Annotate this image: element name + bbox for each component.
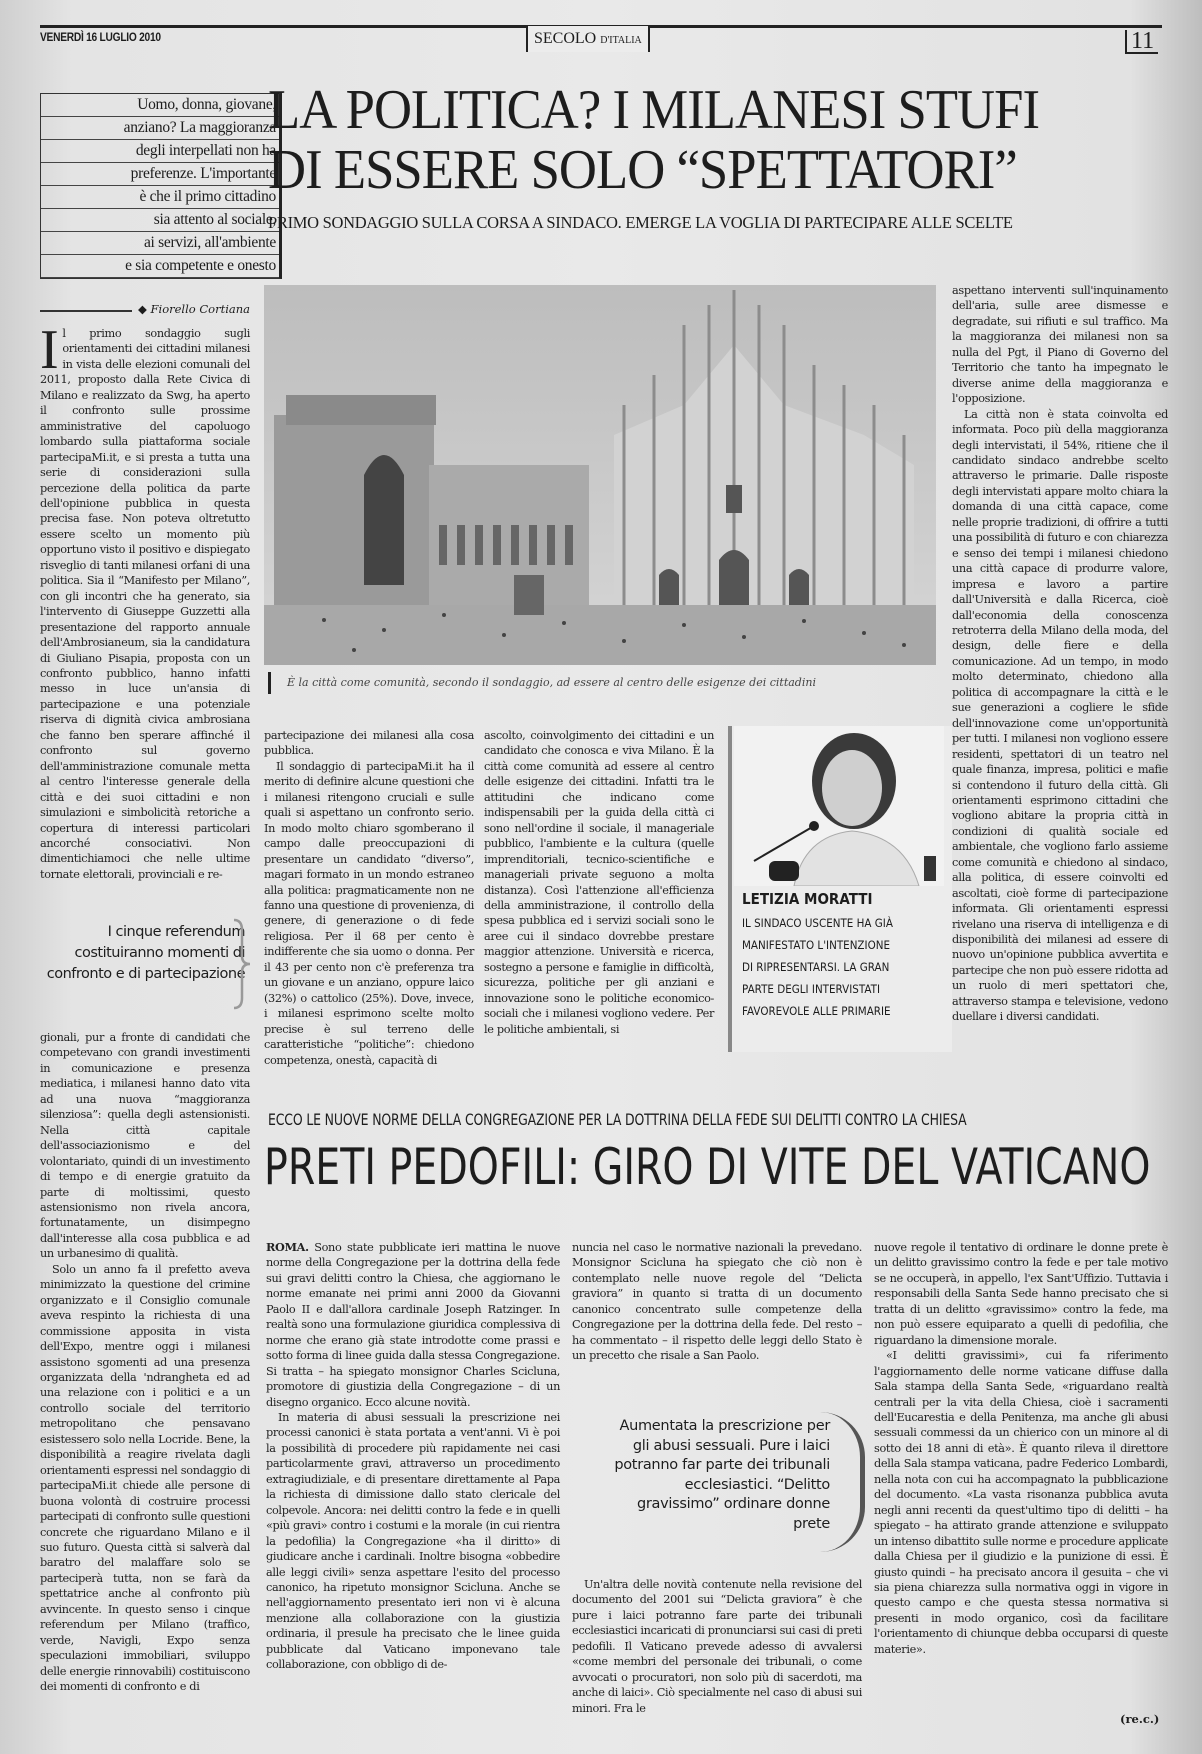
byline: ◆ Fiorello Cortiana [138, 302, 250, 316]
body-paragraph: partecipazione dei milanesi alla cosa pubblica. [264, 729, 474, 758]
body-paragraph: «I delitti gravissimi», cui fa riferimento l'aggiornamento delle norme vaticane diffuse dalla Sala stampa della Santa Sede, «riguardano realtà centrali per la vita della Chiesa, cioè i sacramenti dell'Eucarestia e della Penitenza, ma anche gli abusi sessuali commessi da un chierico con un minore al di sotto dei 18 anni di età». È quanto rileva il direttore della Sala stampa vaticana, padre Federico Lombardi, nella nota con cui ha accompagnato la pubblicazione del documento. «La vasta risonanza pubblica avuta negli anni recenti da quest'ultimo tipo di delitti – ha spiegato – ha attirato grande attenzione e sviluppato un intenso dibattito sulle norme e procedure applicate dalla Chiesa per il giudizio e la punizione di essi. È giusto quindi – ha precisato ancora il gesuita – che vi sia piena chiarezza sulla normativa oggi in vigore in questo campo e che questa stessa normativa si presenti in modo organico, così da facilitare l'orientamento di chiunque debba occuparsi di queste materie». [874, 1349, 1168, 1656]
body-text: Sono state pubblicate ieri mattina le nuove norme della Congregazione per la dottrina della fede sui gravi delitti contro la Chiesa, che aggiornano le norme emanate nei primi anni 2000 da Giovanni Paolo II e dall'allora cardinale Joseph Ratzinger. In realtà sono una formulazione giuridica complessiva di norme che erano già state introdotte come prassi e sotto forma di linee guida dalla stessa Congregazione. Si tratta – ha spiegato monsignor Charles Scicluna, promotore di giustizia della Congregazione – di un disegno organico. Ecco alcune novità. [266, 1241, 560, 1409]
quote-line: Uomo, donna, giovane, [41, 94, 279, 117]
body-paragraph: La città non è stata coinvolta ed informata. Poco più della maggioranza degli intervistati, il 54%, ritiene che il candidato sindaco andrebbe scelto attraverso le primarie. Dalle risposte degli intervistati appare molto chiara la domanda di una città capace, come nelle proprie tradizioni, di offrire a tutti una possibilità di futuro e con chiarezza e senso dei tempi i milanesi chiedono una città capace di produrre valore, impresa e lavoro a partire dall'Università e dalla Ricerca, cioè dall'economia della conoscenza retroterra della Milano della moda, del design, delle fiere e della comunicazione. Ad un tempo, in modo molto determinato, chiedono alla politica di accompagnare la città e le sue generazioni a cogliere le sfide dell'innovazione come un'opportunità per tutti. I milanesi non vogliono essere residenti, spettatori di un teatro nel quale finanza, impresa, politici e mafie si contendono il futuro della città. Gli orientamenti esprimono cittadini che vogliono abitare la propria città in condizioni di qualità sociale ed ambientale, che vogliono farlo assieme come comunità e chiedono al sindaco, alla politica, di essere coinvolti ed ascoltati, cioè forme di partecipazione informata. Gli orientamenti espressi rivelano una riserva di intelligenza e di disponibilità dei milanesi ad essere di nuovo un'opinione pubblica avvertita e partecipe che non può essere ridotta ad un ruolo di meri spettatori che, attraverso stampa e televisione, vedono duellare i diversi candidati. [952, 407, 1168, 1024]
article2-kicker: ECCO LE NUOVE NORME DELLA CONGREGAZIONE PER LA DOTTRINA DELLA FEDE SUI DELITTI CONTRO LA CHIESA [268, 1110, 967, 1129]
quote-line: e sia competente e onesto [41, 255, 279, 278]
body-paragraph: Un'altra delle novità contenute nella revisione del documento del 2001 sui “Delicta graviora” è che pure i laici potranno fare parte dei tribunali ecclesiastici incaricati di pronunciarsi sui casi di preti pedofili. Il Vaticano prevede adesso di avvalersi «come membri del personale dei tribunali, o come avvocati o procuratori, non solo più di sacerdoti, ma anche di laici». Ciò specialmente nel caso di abusi sui minori. Fra le [572, 1578, 862, 1715]
body-paragraph: ascolto, coinvolgimento dei cittadini e un candidato che conosca e viva Milano. È la città come comunità ad essere al centro delle esigenze dei cittadini. Infatti tra le attitudini che indicano come indispensabili per la guida della città ci sono nell'ordine il sociale, il manageriale pubblico, l'ambiente e la cultura (quelle imprenditoriali, tecnico-scientifiche e manageriali private seguono a molta distanza). Così l'attenzione all'efficienza della amministrazione, il controllo della spesa pubblica ed i servizi sociali sono le aree cui il sindaco dovrebbe prestare maggior attenzione. Università e ricerca, sostegno a persone e famiglie in difficoltà, sicurezza, politiche per gli anziani e innovazione sono le politiche economico-sociali che i milanesi vogliono vedere. Per le politiche ambientali, si [484, 729, 714, 1036]
brace-icon [230, 918, 252, 1010]
sidebar-line: IL SINDACO USCENTE HA GIÀ [742, 916, 893, 930]
article1-column-1 [40, 319, 250, 882]
pull-quote-box [40, 93, 282, 279]
article2-column-3 [874, 1240, 1168, 1657]
article1-column-4 [952, 283, 1168, 1025]
headline-line: DI ESSERE SOLO “SPETTATORI” [268, 139, 1017, 201]
article1-column-2 [264, 728, 474, 1068]
body-paragraph: nuncia nel caso le normative nazionali la prevedano. Monsignor Scicluna ha spiegato che ciò non è contemplato nelle nuove regole del “Delicta graviora” in quanto si tratta di un documento canonico concentrato sulle competenze della Congregazione per la dottrina della fede. Del resto – ha commentato – il rispetto delle leggi dello Stato è un precetto che risale a San Paolo. [572, 1241, 862, 1363]
quote-line: è che il primo cittadino [41, 186, 279, 209]
sidebar-name: LETIZIA MORATTI [742, 890, 873, 908]
article2-column-1 [266, 1240, 560, 1673]
photo-illustration [264, 285, 936, 665]
article2-headline: PRETI PEDOFILI: GIRO DI VITE DEL VATICANO [264, 1138, 1151, 1196]
quote-line: preferenze. L'importante [41, 163, 279, 186]
article1-headline [268, 80, 1114, 200]
body-text: l primo sondaggio sugli orientamenti dei cittadini milanesi in vista delle elezioni comunali del 2011, proposto dalla Rete Civica di Milano e realizzato da Swg, ha aperto il confronto sulle prossime amministrative del capoluogo lombardo sulla piattaforma sociale partecipaMi.it, e si presta a tutta una serie di considerazioni sulla percezione della politica da parte dell'opinione pubblica in questa precisa fase. Non poteva oltretutto essere scelto un momento più opportuno visto il positivo e dispiegato risveglio di tanti milanesi orfani di una politica. Sia il “Manifesto per Milano”, con gli incontri che ha generato, sia l'intervento di Giuseppe Guzzetti alla presentazione del rapporto annuale dell'Ambrosianeum, sia la candidatura di Giuliano Pisapia, proposta con un confronto pubblico, hanno infatti messo in luce un'ansia di partecipazione e una potenziale riserva di dignità civica ambrosiana che fanno ben sperare affinché il confronto sul governo dell'amministrazione comunale metta al centro l'interesse generale della città e dei suoi cittadini e non simulazioni e simbolicità retoriche a copertura di interessi particolari ancorché consociativi. Non dimentichiamoci che nelle ultime tornate elettorali, provinciali e re- [40, 327, 250, 881]
dropcap: I [40, 319, 59, 381]
body-paragraph: Il sondaggio di partecipaMi.it ha il merito di definire alcune questioni che i milanesi ritengono cruciali e sulle quali si aspettano un confronto serio. In modo molto chiaro sgomberano il campo dalle preoccupazioni di presentare un candidato “diverso”, magari formato in un mondo estraneo alla politica: pragmaticamente non ne fanno una questione di provenienza, di genere, di generazione o di fede religiosa. Per il 68 per cento è indifferente che sia uomo o donna. Per il 43 per cento non c'è preferenza tra un giovane e un anziano, oppure laico (32%) o cattolico (25%). Dove, invece, i milanesi esprimono scelte molto precise è sul terreno delle caratteristiche “politiche”: chiedono competenza, onestà, capacità di [264, 759, 474, 1067]
article2-column-2 [572, 1240, 862, 1364]
issue-date: VENERDÌ 16 LUGLIO 2010 [40, 30, 161, 44]
body-paragraph [40, 319, 250, 882]
newspaper-name-main: SECOLO [534, 30, 597, 47]
quote-line: ai servizi, all'ambiente [41, 232, 279, 255]
moratti-photo [734, 726, 944, 886]
body-paragraph: nuove regole il tentativo di ordinare le donne prete è un delitto gravissimo contro la fede e per tale motivo se ne occuperà, in appello, l'ex Sant'Uffizio. Tuttavia i responsabili della Santa Sede hanno precisato che si tratta di un delitto «gravissimo» contro la fede, ma non può essere equiparato a quelli di pedofilia, che riguardano la dimensione morale. [874, 1241, 1168, 1347]
quote-line: sia attento al sociale, [41, 209, 279, 232]
body-paragraph: gionali, pur a fronte di candidati che competevano con grandi investimenti in comunicazione e presenza mediatica, i milanesi hanno dato vita ad una nuova “maggioranza silenziosa”: quella degli astensionisti. Nella città capitale dell'associazionismo e del volontariato, quindi di un investimento di tempo e di energie gratuito da parte di moltissimi, questo astensionismo non rivela ancora, fortunatamente, un disimpegno dall'interesse alla cosa pubblica e ad un urbanesimo di qualità. [40, 1031, 250, 1261]
dateline: ROMA. [266, 1240, 309, 1254]
article1-column-1-bottom [40, 1030, 250, 1694]
sidebar-line: MANIFESTATO L'INTENZIONE [742, 938, 891, 952]
pull-quote-text: I cinque referendum costituiranno momenti di confronto e di partecipazione [46, 924, 245, 982]
pull-quote-referendum [45, 922, 245, 985]
sidebar-line: FAVOREVOLE ALLE PRIMARIE [742, 1004, 891, 1018]
body-paragraph: In materia di abusi sessuali la prescrizione nei processi canonici è stata portata a vent'anni. Vi è poi la possibilità di procedere più rapidamente nei casi particolarmente gravi, attraverso un procedimento extragiudiziale, e di presentare direttamente al Papa la richiesta di dimissione dallo stato clericale del colpevole. Ancora: nei delitti contro la fede e in quelli «più gravi» contro i costumi e la morale (in cui rientra la pedofilia) la Congregazione «ha il diritto» di giudicare anche i cardinali. Inoltre bisogna «obbedire alle leggi civili» senza aspettare l'esito del processo canonico, ha ripetuto monsignor Scicluna. Anche se nell'aggiornamento presentato ieri non vi è alcuna menzione alla collaborazione con la giustizia ordinaria, il presule ha precisato che le linee guida pubblicate dal Vaticano imponevano tale collaborazione, con obbligo di de- [266, 1410, 560, 1672]
sidebar-line: PARTE DEGLI INTERVISTATI [742, 982, 881, 996]
quote-line: anziano? La maggioranza [41, 117, 279, 140]
article2-column-2-bottom [572, 1577, 862, 1716]
portrait-illustration [734, 726, 944, 886]
sidebar-line: DI RIPRESENTARSI. LA GRAN [742, 960, 890, 974]
arc-decoration [820, 1412, 865, 1552]
pull-quote-vatican: Aumentata la prescrizione per gli abusi sessuali. Pure i laici potranno far parte dei tribunali ecclesiastici. “Delitto gravissimo” ordinare donne prete [614, 1418, 830, 1532]
article1-subheadline: PRIMO SONDAGGIO SULLA CORSA A SINDACO. EMERGE LA VOGLIA DI PARTECIPARE ALLE SCELTE [268, 213, 1013, 232]
body-paragraph: Solo un anno fa il prefetto aveva minimizzato la questione del crimine organizzato e il Consiglio comunale aveva respinto la richiesta di una commissione apposita in vista dell'Expo, mentre oggi i milanesi assistono sgomenti ad una presenza organizzata della 'ndrangheta ed ad una relazione con i politici e a un controllo sociale del territorio metropolitano che pensavano esistessero solo nella Locride. Bene, la disponibilità a reagire rivelata dagli orientamenti espressi nel sondaggio di partecipaMi.it chiede alle persone di buona volontà di costruire processi partecipati di confronto sulle questioni concrete che riguardano Milano e il suo futuro. Questa città si salverà dal baratro del malaffare solo se parteciperà tutta, non se farà da spettatrice anche al confronto più avvincente. In questo senso i cinque referendum per Milano (traffico, verde, Navigli, Expo senza speculazioni immobiliari, sviluppo delle energie rinnovabili) costituiscono dei momenti di confronto e di [40, 1262, 250, 1694]
article1-column-3 [484, 728, 714, 1037]
body-paragraph: aspettano interventi sull'inquinamento dell'aria, sulle aree dismesse e degradate, sui rifiuti e sul traffico. Ma la maggioranza dei milanesi non sa nulla del Pgt, il Piano di Governo del Territorio che tanto ha impegnato le diverse anime della maggioranza e l'opposizione. [952, 284, 1168, 406]
headline-line: LA POLITICA? I MILANESI STUFI [268, 79, 1040, 141]
sidebar-text [742, 912, 922, 1022]
newspaper-name [526, 26, 650, 52]
photo-caption: È la città come comunità, secondo il sondaggio, ad essere al centro delle esigenze dei cittadini [268, 672, 816, 694]
quote-line: degli interpellati non ha [41, 140, 279, 163]
author-initials: (re.c.) [1120, 1712, 1160, 1726]
newspaper-name-small: D'ITALIA [600, 35, 642, 46]
page-number: 11 [1125, 30, 1158, 54]
milan-duomo-photo [264, 285, 936, 665]
body-paragraph [266, 1240, 560, 1410]
